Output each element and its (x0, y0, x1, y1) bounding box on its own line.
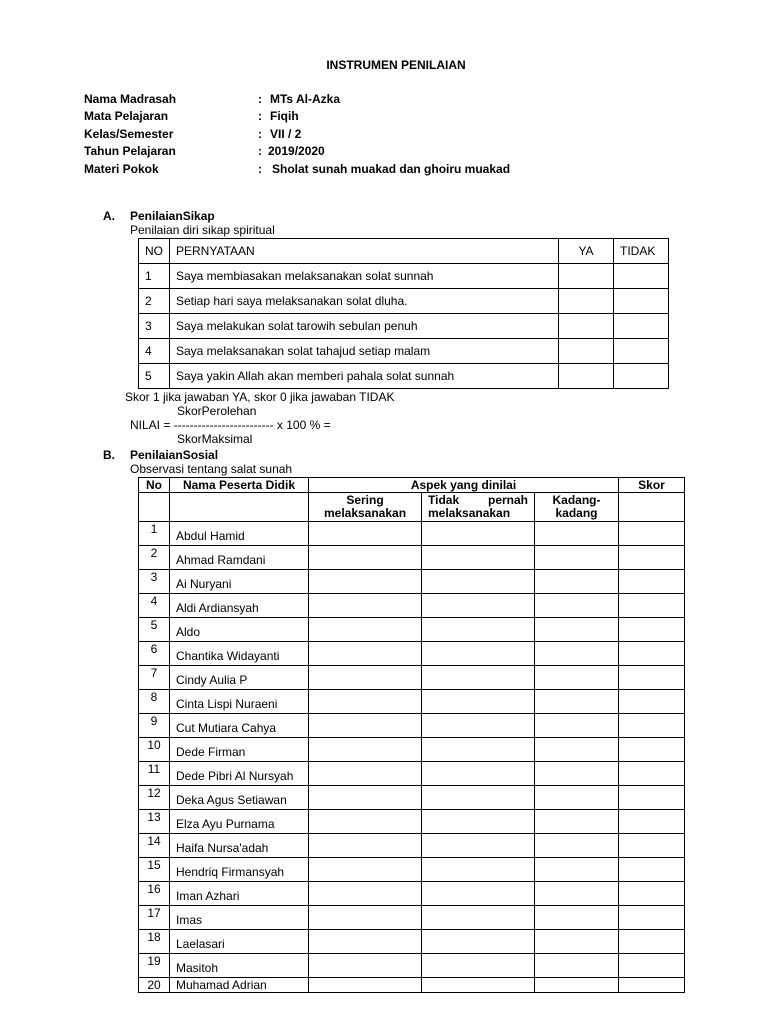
identity-label: Mata Pelajaran (84, 109, 169, 123)
sering-cell[interactable] (309, 930, 422, 954)
table-row (139, 690, 685, 714)
kadang-cell[interactable] (535, 714, 619, 738)
tidak-pernah-cell[interactable] (422, 906, 535, 930)
kadang-cell[interactable] (535, 882, 619, 906)
score-cell[interactable] (619, 954, 685, 978)
kadang-cell[interactable] (535, 858, 619, 882)
tidak-pernah-cell[interactable] (422, 978, 535, 993)
identity-value: VII / 2 (270, 127, 302, 141)
sering-cell[interactable] (309, 738, 422, 762)
identity-value: Sholat sunah muakad dan ghoiru muakad (272, 162, 511, 176)
row-statement: Saya membiasakan melaksanakan solat sunnah (170, 264, 559, 289)
header-pernah-word: pernah (487, 493, 528, 507)
yes-cell[interactable] (559, 339, 614, 364)
score-cell[interactable] (619, 834, 685, 858)
header-sering-line1: Sering (346, 493, 384, 507)
table-row (139, 762, 685, 786)
header-tidak-word: Tidak (428, 493, 460, 507)
score-cell[interactable] (619, 642, 685, 666)
tidak-pernah-cell[interactable] (422, 642, 535, 666)
sering-cell[interactable] (309, 618, 422, 642)
identity-label: Tahun Pelajaran (84, 144, 176, 158)
table-row (139, 264, 669, 289)
student-name: Haifa Nursa'adah (170, 834, 309, 858)
table-row (139, 834, 685, 858)
tidak-pernah-cell[interactable] (422, 834, 535, 858)
score-cell[interactable] (619, 978, 685, 993)
header-tidak-pernah (422, 493, 535, 522)
header-aspect: Aspek yang dinilai (309, 478, 619, 493)
header-sering-line2: melaksanakan (323, 506, 407, 520)
section-a-letter: A. (103, 209, 115, 223)
score-cell[interactable] (619, 762, 685, 786)
tidak-pernah-cell[interactable] (422, 930, 535, 954)
table-row (139, 666, 685, 690)
sering-cell[interactable] (309, 522, 422, 546)
score-cell[interactable] (619, 618, 685, 642)
tidak-pernah-cell[interactable] (422, 858, 535, 882)
social-observation-table (138, 477, 685, 993)
tidak-pernah-cell[interactable] (422, 882, 535, 906)
table-row (139, 314, 669, 339)
yes-cell[interactable] (559, 314, 614, 339)
header-sering (309, 493, 422, 522)
score-cell[interactable] (619, 570, 685, 594)
sering-cell[interactable] (309, 786, 422, 810)
subheader-empty (170, 493, 309, 522)
student-name: Deka Agus Setiawan (170, 786, 309, 810)
student-number: 13 (139, 810, 170, 834)
kadang-cell[interactable] (535, 978, 619, 993)
subheader-empty (619, 493, 685, 522)
student-rows (139, 522, 685, 993)
section-b-subheading: Observasi tentang salat sunah (130, 462, 293, 476)
kadang-cell[interactable] (535, 954, 619, 978)
table-row (139, 594, 685, 618)
table-row (139, 364, 669, 389)
score-cell[interactable] (619, 594, 685, 618)
row-number: 1 (139, 264, 170, 289)
tidak-pernah-cell[interactable] (422, 618, 535, 642)
sering-cell[interactable] (309, 762, 422, 786)
table-row (139, 289, 669, 314)
sering-cell[interactable] (309, 666, 422, 690)
tidak-pernah-cell[interactable] (422, 522, 535, 546)
kadang-cell[interactable] (535, 786, 619, 810)
tidak-pernah-cell[interactable] (422, 690, 535, 714)
section-a-heading: PenilaianSikap (130, 209, 215, 223)
kadang-cell[interactable] (535, 690, 619, 714)
table-row (139, 522, 685, 546)
kadang-cell[interactable] (535, 834, 619, 858)
student-number: 10 (139, 738, 170, 762)
kadang-cell[interactable] (535, 666, 619, 690)
identity-colon: : (258, 144, 262, 158)
student-name: Cindy Aulia P (170, 666, 309, 690)
score-cell[interactable] (619, 738, 685, 762)
student-name: Hendriq Firmansyah (170, 858, 309, 882)
table-row (139, 954, 685, 978)
tidak-pernah-cell[interactable] (422, 666, 535, 690)
student-number: 5 (139, 618, 170, 642)
sering-cell[interactable] (309, 570, 422, 594)
tidak-pernah-cell[interactable] (422, 570, 535, 594)
sering-cell[interactable] (309, 690, 422, 714)
kadang-cell[interactable] (535, 810, 619, 834)
section-b-letter: B. (103, 448, 115, 462)
row-number: 3 (139, 314, 170, 339)
student-name: Chantika Widayanti (170, 642, 309, 666)
student-name: Ahmad Ramdani (170, 546, 309, 570)
identity-label: Materi Pokok (84, 162, 159, 176)
student-number: 11 (139, 762, 170, 786)
student-name: Muhamad Adrian (170, 978, 309, 993)
score-cell[interactable] (619, 666, 685, 690)
kadang-cell[interactable] (535, 546, 619, 570)
student-name: Masitoh (170, 954, 309, 978)
sering-cell[interactable] (309, 642, 422, 666)
identity-value: MTs Al-Azka (270, 92, 341, 106)
student-name: Imas (170, 906, 309, 930)
student-name: Laelasari (170, 930, 309, 954)
header-name: Nama Peserta Didik (170, 478, 309, 493)
student-number: 1 (139, 522, 170, 546)
sering-cell[interactable] (309, 810, 422, 834)
header-kadang-line1: Kadang- (552, 493, 601, 507)
student-name: Abdul Hamid (170, 522, 309, 546)
score-cell[interactable] (619, 546, 685, 570)
student-number: 3 (139, 570, 170, 594)
table-row (139, 738, 685, 762)
header-tidak-line2: melaksanakan (428, 506, 511, 520)
header-no: No (139, 478, 170, 493)
row-statement: Saya yakin Allah akan memberi pahala solat sunnah (170, 364, 559, 389)
section-b-heading: PenilaianSosial (130, 448, 219, 462)
kadang-cell[interactable] (535, 522, 619, 546)
score-note: Skor 1 jika jawaban YA, skor 0 jika jawaban TIDAK (125, 390, 395, 404)
identity-colon: : (258, 92, 262, 106)
sering-cell[interactable] (309, 906, 422, 930)
tidak-pernah-cell[interactable] (422, 738, 535, 762)
identity-label: Nama Madrasah (84, 92, 177, 106)
identity-value: Fiqih (270, 109, 299, 123)
table-row (139, 546, 685, 570)
student-name: Iman Azhari (170, 882, 309, 906)
row-statement: Saya melakukan solat tarowih sebulan penuh (170, 314, 559, 339)
student-number: 18 (139, 930, 170, 954)
table-header-row (139, 478, 685, 493)
tidak-pernah-cell[interactable] (422, 954, 535, 978)
tidak-pernah-cell[interactable] (422, 594, 535, 618)
table-subheader-row (139, 493, 685, 522)
table-row (139, 339, 669, 364)
row-number: 2 (139, 289, 170, 314)
tidak-pernah-cell[interactable] (422, 810, 535, 834)
score-cell[interactable] (619, 930, 685, 954)
student-number: 19 (139, 954, 170, 978)
attitude-table (138, 238, 669, 389)
no-cell[interactable] (614, 289, 669, 314)
student-name: Ai Nuryani (170, 570, 309, 594)
score-cell[interactable] (619, 882, 685, 906)
section-a-subheading: Penilaian diri sikap spiritual (130, 223, 275, 237)
student-name: Elza Ayu Purnama (170, 810, 309, 834)
document-title: INSTRUMEN PENILAIAN (326, 58, 466, 72)
sering-cell[interactable] (309, 858, 422, 882)
row-number: 4 (139, 339, 170, 364)
student-number: 2 (139, 546, 170, 570)
sering-cell[interactable] (309, 594, 422, 618)
table-row (139, 786, 685, 810)
table-row (139, 618, 685, 642)
sering-cell[interactable] (309, 714, 422, 738)
identity-value: 2019/2020 (268, 144, 325, 158)
kadang-cell[interactable] (535, 738, 619, 762)
no-cell[interactable] (614, 364, 669, 389)
table-header-row (139, 239, 669, 264)
tidak-pernah-cell[interactable] (422, 546, 535, 570)
header-yes: YA (559, 239, 614, 264)
kadang-cell[interactable] (535, 642, 619, 666)
student-name: Aldo (170, 618, 309, 642)
student-number: 16 (139, 882, 170, 906)
tidak-pernah-cell[interactable] (422, 714, 535, 738)
yes-cell[interactable] (559, 364, 614, 389)
kadang-cell[interactable] (535, 762, 619, 786)
score-cell[interactable] (619, 786, 685, 810)
header-kadang-line2: kadang (555, 506, 598, 520)
table-row (139, 714, 685, 738)
row-statement: Setiap hari saya melaksanakan solat dluha. (170, 289, 559, 314)
table-row (139, 810, 685, 834)
kadang-cell[interactable] (535, 930, 619, 954)
sering-cell[interactable] (309, 882, 422, 906)
sering-cell[interactable] (309, 546, 422, 570)
table-row (139, 642, 685, 666)
identity-colon: : (258, 109, 262, 123)
student-number: 4 (139, 594, 170, 618)
yes-cell[interactable] (559, 289, 614, 314)
row-statement: Saya melaksanakan solat tahajud setiap malam (170, 339, 559, 364)
student-number: 6 (139, 642, 170, 666)
student-name: Dede Firman (170, 738, 309, 762)
kadang-cell[interactable] (535, 906, 619, 930)
header-no-answer: TIDAK (614, 239, 669, 264)
sering-cell[interactable] (309, 954, 422, 978)
student-name: Cut Mutiara Cahya (170, 714, 309, 738)
table-row (139, 858, 685, 882)
sering-cell[interactable] (309, 834, 422, 858)
table-row (139, 570, 685, 594)
student-number: 15 (139, 858, 170, 882)
table-row (139, 906, 685, 930)
table-row (139, 978, 685, 993)
tidak-pernah-cell[interactable] (422, 786, 535, 810)
student-number: 9 (139, 714, 170, 738)
score-cell[interactable] (619, 690, 685, 714)
sering-cell[interactable] (309, 978, 422, 993)
formula-line: NILAI = ------------------------- x 100 % = (130, 418, 331, 432)
student-number: 12 (139, 786, 170, 810)
no-cell[interactable] (614, 339, 669, 364)
header-no: NO (139, 239, 170, 264)
score-cell[interactable] (619, 714, 685, 738)
header-score: Skor (619, 478, 685, 493)
no-cell[interactable] (614, 264, 669, 289)
score-cell[interactable] (619, 810, 685, 834)
header-kadang (535, 493, 619, 522)
score-cell[interactable] (619, 906, 685, 930)
yes-cell[interactable] (559, 264, 614, 289)
kadang-cell[interactable] (535, 618, 619, 642)
identity-colon: : (258, 162, 262, 176)
student-number: 8 (139, 690, 170, 714)
student-number: 14 (139, 834, 170, 858)
formula-denominator: SkorMaksimal (177, 432, 253, 446)
no-cell[interactable] (614, 314, 669, 339)
score-cell[interactable] (619, 522, 685, 546)
table-row (139, 930, 685, 954)
student-number: 20 (139, 978, 170, 993)
score-cell[interactable] (619, 858, 685, 882)
student-number: 17 (139, 906, 170, 930)
tidak-pernah-cell[interactable] (422, 762, 535, 786)
subheader-empty (139, 493, 170, 522)
formula-numerator: SkorPerolehan (177, 404, 257, 418)
identity-label: Kelas/Semester (84, 127, 174, 141)
student-number: 7 (139, 666, 170, 690)
student-name: Aldi Ardiansyah (170, 594, 309, 618)
row-number: 5 (139, 364, 170, 389)
kadang-cell[interactable] (535, 570, 619, 594)
header-statement: PERNYATAAN (170, 239, 559, 264)
identity-colon: : (258, 127, 262, 141)
table-row (139, 882, 685, 906)
student-name: Dede Pibri Al Nursyah (170, 762, 309, 786)
kadang-cell[interactable] (535, 594, 619, 618)
student-name: Cinta Lispi Nuraeni (170, 690, 309, 714)
